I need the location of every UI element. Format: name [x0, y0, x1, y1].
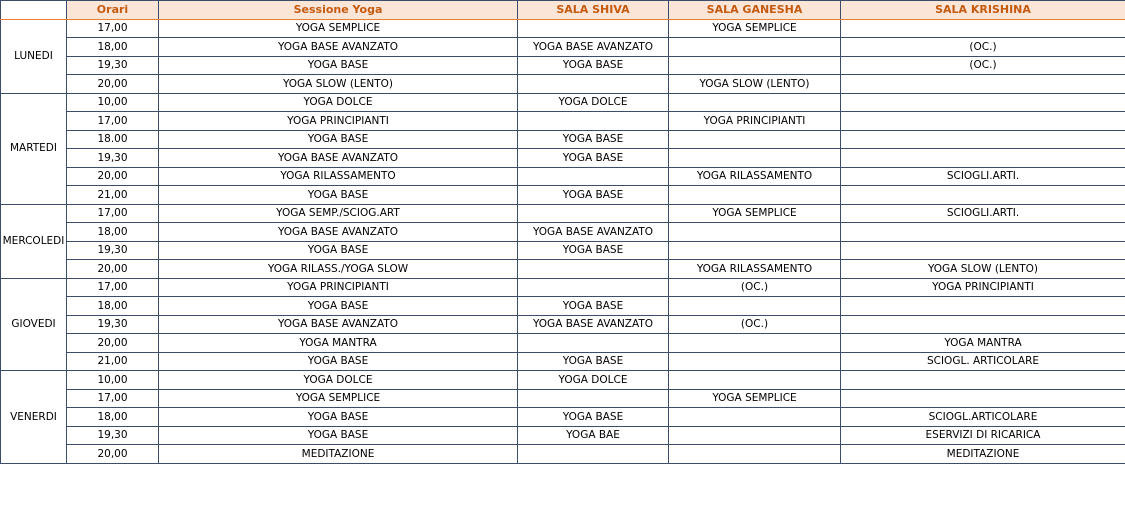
cell-session: YOGA SEMPLICE	[159, 389, 518, 408]
day-label: VENERDI	[1, 371, 67, 464]
cell-session: YOGA DOLCE	[159, 371, 518, 390]
cell-shiva	[518, 167, 669, 186]
day-label: MARTEDI	[1, 93, 67, 204]
cell-shiva	[518, 19, 669, 38]
header-sala-ganesha: SALA GANESHA	[669, 1, 841, 20]
cell-session: YOGA SEMPLICE	[159, 19, 518, 38]
cell-krishina: SCIOGLI.ARTI.	[841, 204, 1125, 223]
cell-session: YOGA BASE	[159, 426, 518, 445]
cell-ganesha: YOGA SLOW (LENTO)	[669, 75, 841, 94]
cell-session: YOGA SLOW (LENTO)	[159, 75, 518, 94]
cell-ganesha: (OC.)	[669, 315, 841, 334]
day-label: MERCOLEDI	[1, 204, 67, 278]
cell-shiva: YOGA BASE AVANZATO	[518, 223, 669, 242]
cell-session: YOGA MANTRA	[159, 334, 518, 353]
cell-shiva: YOGA DOLCE	[518, 93, 669, 112]
cell-time: 18,00	[67, 223, 159, 242]
cell-time: 21,00	[67, 186, 159, 205]
table-row	[1, 93, 1125, 112]
cell-time: 20,00	[67, 334, 159, 353]
cell-session: YOGA BASE	[159, 241, 518, 260]
cell-time: 19,30	[67, 241, 159, 260]
cell-ganesha	[669, 241, 841, 260]
cell-shiva: YOGA BASE	[518, 241, 669, 260]
cell-time: 19,30	[67, 315, 159, 334]
cell-ganesha	[669, 149, 841, 168]
cell-krishina: (OC.)	[841, 38, 1125, 57]
table-row	[1, 38, 1125, 57]
cell-shiva: YOGA BASE	[518, 186, 669, 205]
table-row	[1, 315, 1125, 334]
cell-krishina: YOGA SLOW (LENTO)	[841, 260, 1125, 279]
table-row	[1, 371, 1125, 390]
cell-time: 17,00	[67, 112, 159, 131]
cell-session: YOGA BASE	[159, 186, 518, 205]
table-row	[1, 112, 1125, 131]
cell-session: YOGA BASE AVANZATO	[159, 38, 518, 57]
cell-krishina: SCIOGL. ARTICOLARE	[841, 352, 1125, 371]
table-row	[1, 167, 1125, 186]
cell-shiva	[518, 445, 669, 464]
cell-time: 20,00	[67, 75, 159, 94]
cell-session: MEDITAZIONE	[159, 445, 518, 464]
cell-session: YOGA PRINCIPIANTI	[159, 112, 518, 131]
cell-time: 19,30	[67, 149, 159, 168]
cell-ganesha	[669, 371, 841, 390]
cell-krishina	[841, 93, 1125, 112]
cell-ganesha: YOGA SEMPLICE	[669, 204, 841, 223]
cell-session: YOGA RILASSAMENTO	[159, 167, 518, 186]
table-row	[1, 408, 1125, 427]
cell-time: 19,30	[67, 426, 159, 445]
cell-ganesha	[669, 445, 841, 464]
cell-session: YOGA BASE	[159, 56, 518, 75]
cell-ganesha	[669, 56, 841, 75]
cell-ganesha	[669, 130, 841, 149]
cell-krishina	[841, 149, 1125, 168]
table-row	[1, 223, 1125, 242]
cell-time: 18.00	[67, 130, 159, 149]
cell-time: 10,00	[67, 371, 159, 390]
cell-shiva	[518, 278, 669, 297]
cell-krishina: SCIOGLI.ARTI.	[841, 167, 1125, 186]
cell-krishina: SCIOGL.ARTICOLARE	[841, 408, 1125, 427]
cell-shiva: YOGA BAE	[518, 426, 669, 445]
cell-time: 18,00	[67, 38, 159, 57]
cell-time: 20,00	[67, 445, 159, 464]
cell-ganesha	[669, 93, 841, 112]
cell-time: 20,00	[67, 167, 159, 186]
cell-time: 19,30	[67, 56, 159, 75]
header-day	[1, 1, 67, 20]
table-row	[1, 389, 1125, 408]
table-row	[1, 75, 1125, 94]
cell-shiva	[518, 204, 669, 223]
table-row	[1, 241, 1125, 260]
schedule-body	[1, 19, 1125, 463]
cell-krishina	[841, 315, 1125, 334]
cell-krishina	[841, 297, 1125, 316]
cell-shiva	[518, 260, 669, 279]
cell-session: YOGA BASE AVANZATO	[159, 315, 518, 334]
table-row	[1, 278, 1125, 297]
cell-krishina	[841, 389, 1125, 408]
cell-time: 18,00	[67, 297, 159, 316]
cell-time: 17,00	[67, 389, 159, 408]
cell-shiva: YOGA BASE	[518, 130, 669, 149]
cell-krishina: ESERVIZI DI RICARICA	[841, 426, 1125, 445]
cell-session: YOGA SEMP./SCIOG.ART	[159, 204, 518, 223]
cell-krishina: MEDITAZIONE	[841, 445, 1125, 464]
cell-session: YOGA BASE AVANZATO	[159, 149, 518, 168]
cell-ganesha: YOGA SEMPLICE	[669, 389, 841, 408]
cell-ganesha: YOGA SEMPLICE	[669, 19, 841, 38]
cell-krishina	[841, 112, 1125, 131]
cell-ganesha	[669, 38, 841, 57]
cell-session: YOGA BASE	[159, 408, 518, 427]
cell-shiva: YOGA BASE	[518, 297, 669, 316]
cell-ganesha	[669, 352, 841, 371]
header-session: Sessione Yoga	[159, 1, 518, 20]
cell-shiva: YOGA DOLCE	[518, 371, 669, 390]
table-row	[1, 186, 1125, 205]
cell-krishina	[841, 223, 1125, 242]
cell-time: 20,00	[67, 260, 159, 279]
cell-session: YOGA PRINCIPIANTI	[159, 278, 518, 297]
cell-time: 18,00	[67, 408, 159, 427]
cell-shiva: YOGA BASE	[518, 352, 669, 371]
table-row	[1, 426, 1125, 445]
cell-krishina	[841, 371, 1125, 390]
cell-ganesha: (OC.)	[669, 278, 841, 297]
cell-krishina	[841, 241, 1125, 260]
day-label: GIOVEDI	[1, 278, 67, 371]
cell-ganesha: YOGA RILASSAMENTO	[669, 260, 841, 279]
cell-session: YOGA DOLCE	[159, 93, 518, 112]
header-time: Orari	[67, 1, 159, 20]
cell-ganesha	[669, 334, 841, 353]
cell-shiva: YOGA BASE AVANZATO	[518, 38, 669, 57]
cell-ganesha	[669, 408, 841, 427]
cell-ganesha	[669, 186, 841, 205]
cell-shiva: YOGA BASE AVANZATO	[518, 315, 669, 334]
cell-ganesha: YOGA RILASSAMENTO	[669, 167, 841, 186]
cell-shiva	[518, 334, 669, 353]
cell-session: YOGA BASE	[159, 297, 518, 316]
table-row	[1, 19, 1125, 38]
table-row	[1, 204, 1125, 223]
cell-time: 21,00	[67, 352, 159, 371]
cell-krishina	[841, 130, 1125, 149]
header-sala-shiva: SALA SHIVA	[518, 1, 669, 20]
cell-time: 17,00	[67, 278, 159, 297]
cell-shiva: YOGA BASE	[518, 56, 669, 75]
cell-ganesha	[669, 223, 841, 242]
table-row	[1, 56, 1125, 75]
header-row	[1, 1, 1125, 20]
table-row	[1, 130, 1125, 149]
table-row	[1, 445, 1125, 464]
table-row	[1, 260, 1125, 279]
cell-krishina	[841, 75, 1125, 94]
cell-krishina: YOGA MANTRA	[841, 334, 1125, 353]
table-row	[1, 352, 1125, 371]
cell-krishina: YOGA PRINCIPIANTI	[841, 278, 1125, 297]
cell-session: YOGA BASE	[159, 130, 518, 149]
cell-time: 17,00	[67, 204, 159, 223]
cell-time: 10,00	[67, 93, 159, 112]
cell-session: YOGA BASE	[159, 352, 518, 371]
cell-session: YOGA BASE AVANZATO	[159, 223, 518, 242]
cell-shiva: YOGA BASE	[518, 408, 669, 427]
cell-ganesha	[669, 426, 841, 445]
table-row	[1, 334, 1125, 353]
cell-shiva	[518, 112, 669, 131]
cell-ganesha: YOGA PRINCIPIANTI	[669, 112, 841, 131]
cell-krishina: (OC.)	[841, 56, 1125, 75]
cell-krishina	[841, 186, 1125, 205]
cell-shiva	[518, 75, 669, 94]
cell-shiva: YOGA BASE	[518, 149, 669, 168]
cell-krishina	[841, 19, 1125, 38]
cell-time: 17,00	[67, 19, 159, 38]
day-label: LUNEDI	[1, 19, 67, 93]
cell-shiva	[518, 389, 669, 408]
cell-ganesha	[669, 297, 841, 316]
cell-session: YOGA RILASS./YOGA SLOW	[159, 260, 518, 279]
table-row	[1, 297, 1125, 316]
header-sala-krishina: SALA KRISHINA	[841, 1, 1125, 20]
table-row	[1, 149, 1125, 168]
